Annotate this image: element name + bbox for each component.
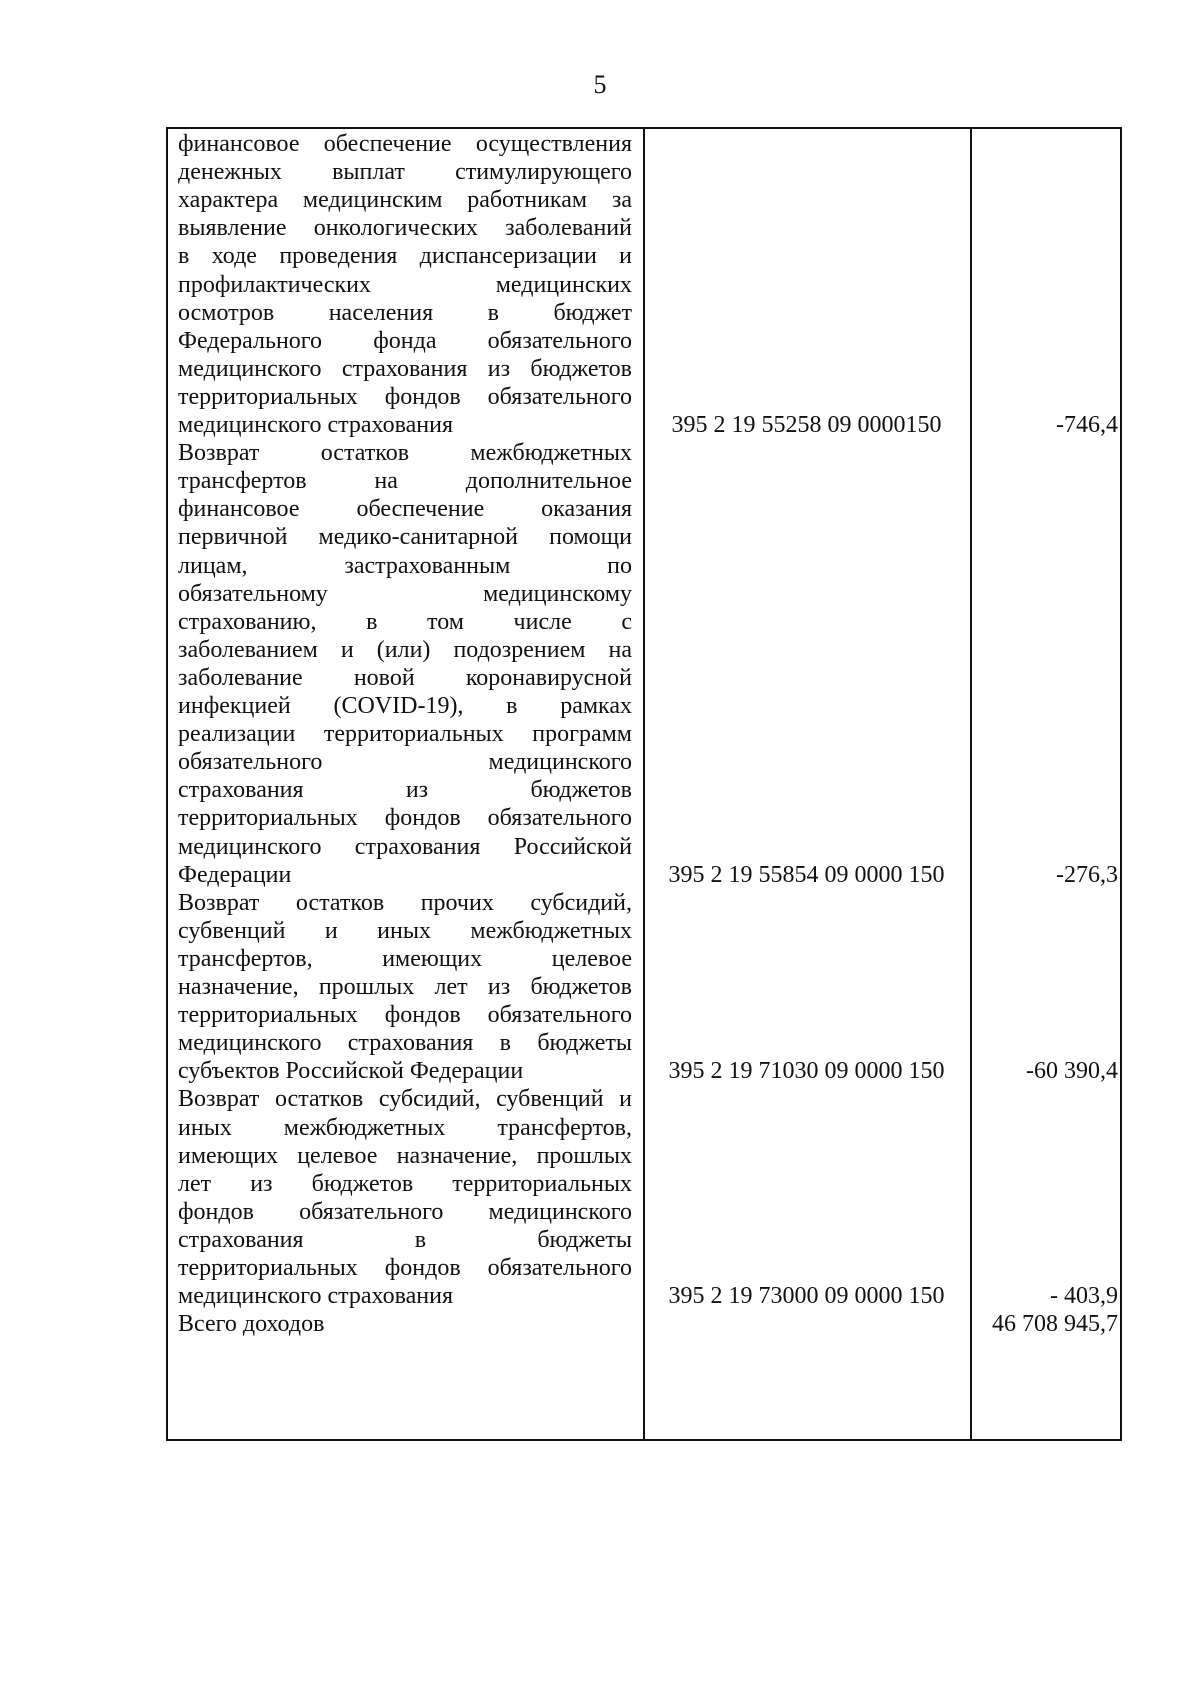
description-line: Федерации bbox=[178, 861, 292, 888]
page-number: 5 bbox=[593, 70, 607, 99]
total-amount: 46 708 945,7 bbox=[992, 1311, 1118, 1338]
description-line: страхования в бюджеты bbox=[178, 1226, 632, 1253]
budget-code: 395 2 19 71030 09 0000 150 bbox=[668, 1058, 945, 1085]
description-line: медицинского страхования bbox=[178, 1283, 454, 1310]
description-line: заболевание новой коронавирусной bbox=[178, 664, 632, 691]
description-line: в ходе проведения диспансеризации и bbox=[178, 243, 632, 270]
description-line: медицинского страхования Российской bbox=[178, 833, 632, 860]
column-divider-code-amount bbox=[970, 129, 972, 1439]
description-line: фондов обязательного медицинского bbox=[178, 1198, 632, 1225]
amount-value: - 403,9 bbox=[1050, 1283, 1118, 1310]
description-line: лет из бюджетов территориальных bbox=[178, 1170, 632, 1197]
description-line: страхования из бюджетов bbox=[178, 777, 632, 804]
description-line: субъектов Российской Федерации bbox=[178, 1058, 524, 1085]
budget-code: 395 2 19 55258 09 0000150 bbox=[671, 412, 942, 438]
description-line: обязательному медицинскому bbox=[178, 580, 632, 607]
description-line: медицинского страхования из бюджетов bbox=[178, 355, 632, 382]
column-divider-description-code bbox=[643, 129, 645, 1439]
amount-value: -276,3 bbox=[1056, 861, 1118, 888]
description-line: медицинского страхования в бюджеты bbox=[178, 1030, 632, 1057]
description-line: осмотров населения в бюджет bbox=[178, 299, 632, 326]
description-line: инфекцией (COVID-19), в рамках bbox=[178, 693, 632, 719]
amount-value: -60 390,4 bbox=[1026, 1058, 1118, 1085]
description-line: финансовое обеспечение оказания bbox=[178, 496, 632, 523]
description-line: трансфертов, имеющих целевое bbox=[178, 945, 632, 972]
description-line: территориальных фондов обязательного bbox=[178, 1255, 632, 1281]
description-line: обязательного медицинского bbox=[178, 749, 632, 776]
description-line: имеющих целевое назначение, прошлых bbox=[178, 1142, 632, 1169]
description-line: заболеванием и (или) подозрением на bbox=[178, 636, 632, 663]
description-line: иных межбюджетных трансфертов, bbox=[178, 1114, 632, 1141]
description-line: финансовое обеспечение осуществления bbox=[178, 131, 632, 157]
description-line: субвенций и иных межбюджетных bbox=[178, 917, 632, 944]
description-line: Федерального фонда обязательного bbox=[178, 327, 632, 354]
description-line: лицам, застрахованным по bbox=[178, 552, 632, 579]
description-line: Возврат остатков субсидий, субвенций и bbox=[178, 1086, 632, 1113]
description-line: первичной медико-санитарной помощи bbox=[178, 524, 632, 551]
budget-code: 395 2 19 73000 09 0000 150 bbox=[668, 1283, 945, 1310]
description-line: назначение, прошлых лет из бюджетов bbox=[178, 974, 632, 1000]
description-line: реализации территориальных программ bbox=[178, 721, 632, 748]
description-line: выявление онкологических заболеваний bbox=[178, 215, 632, 242]
description-line: характера медицинским работникам за bbox=[178, 187, 632, 214]
description-line: территориальных фондов обязательного bbox=[178, 805, 632, 832]
description-line: медицинского страхования bbox=[178, 412, 454, 438]
description-line: трансфертов на дополнительное bbox=[178, 468, 632, 495]
description-line: Возврат остатков прочих субсидий, bbox=[178, 889, 632, 916]
description-line: территориальных фондов обязательного bbox=[178, 383, 632, 410]
amount-value: -746,4 bbox=[1056, 412, 1118, 438]
description-line: Возврат остатков межбюджетных bbox=[178, 440, 632, 467]
description-line: денежных выплат стимулирующего bbox=[178, 159, 632, 186]
description-line: территориальных фондов обязательного bbox=[178, 1002, 632, 1029]
budget-code: 395 2 19 55854 09 0000 150 bbox=[668, 861, 945, 888]
description-line: профилактических медицинских bbox=[178, 271, 632, 298]
description-line: страхованию, в том числе с bbox=[178, 608, 632, 635]
total-label: Всего доходов bbox=[178, 1311, 325, 1338]
